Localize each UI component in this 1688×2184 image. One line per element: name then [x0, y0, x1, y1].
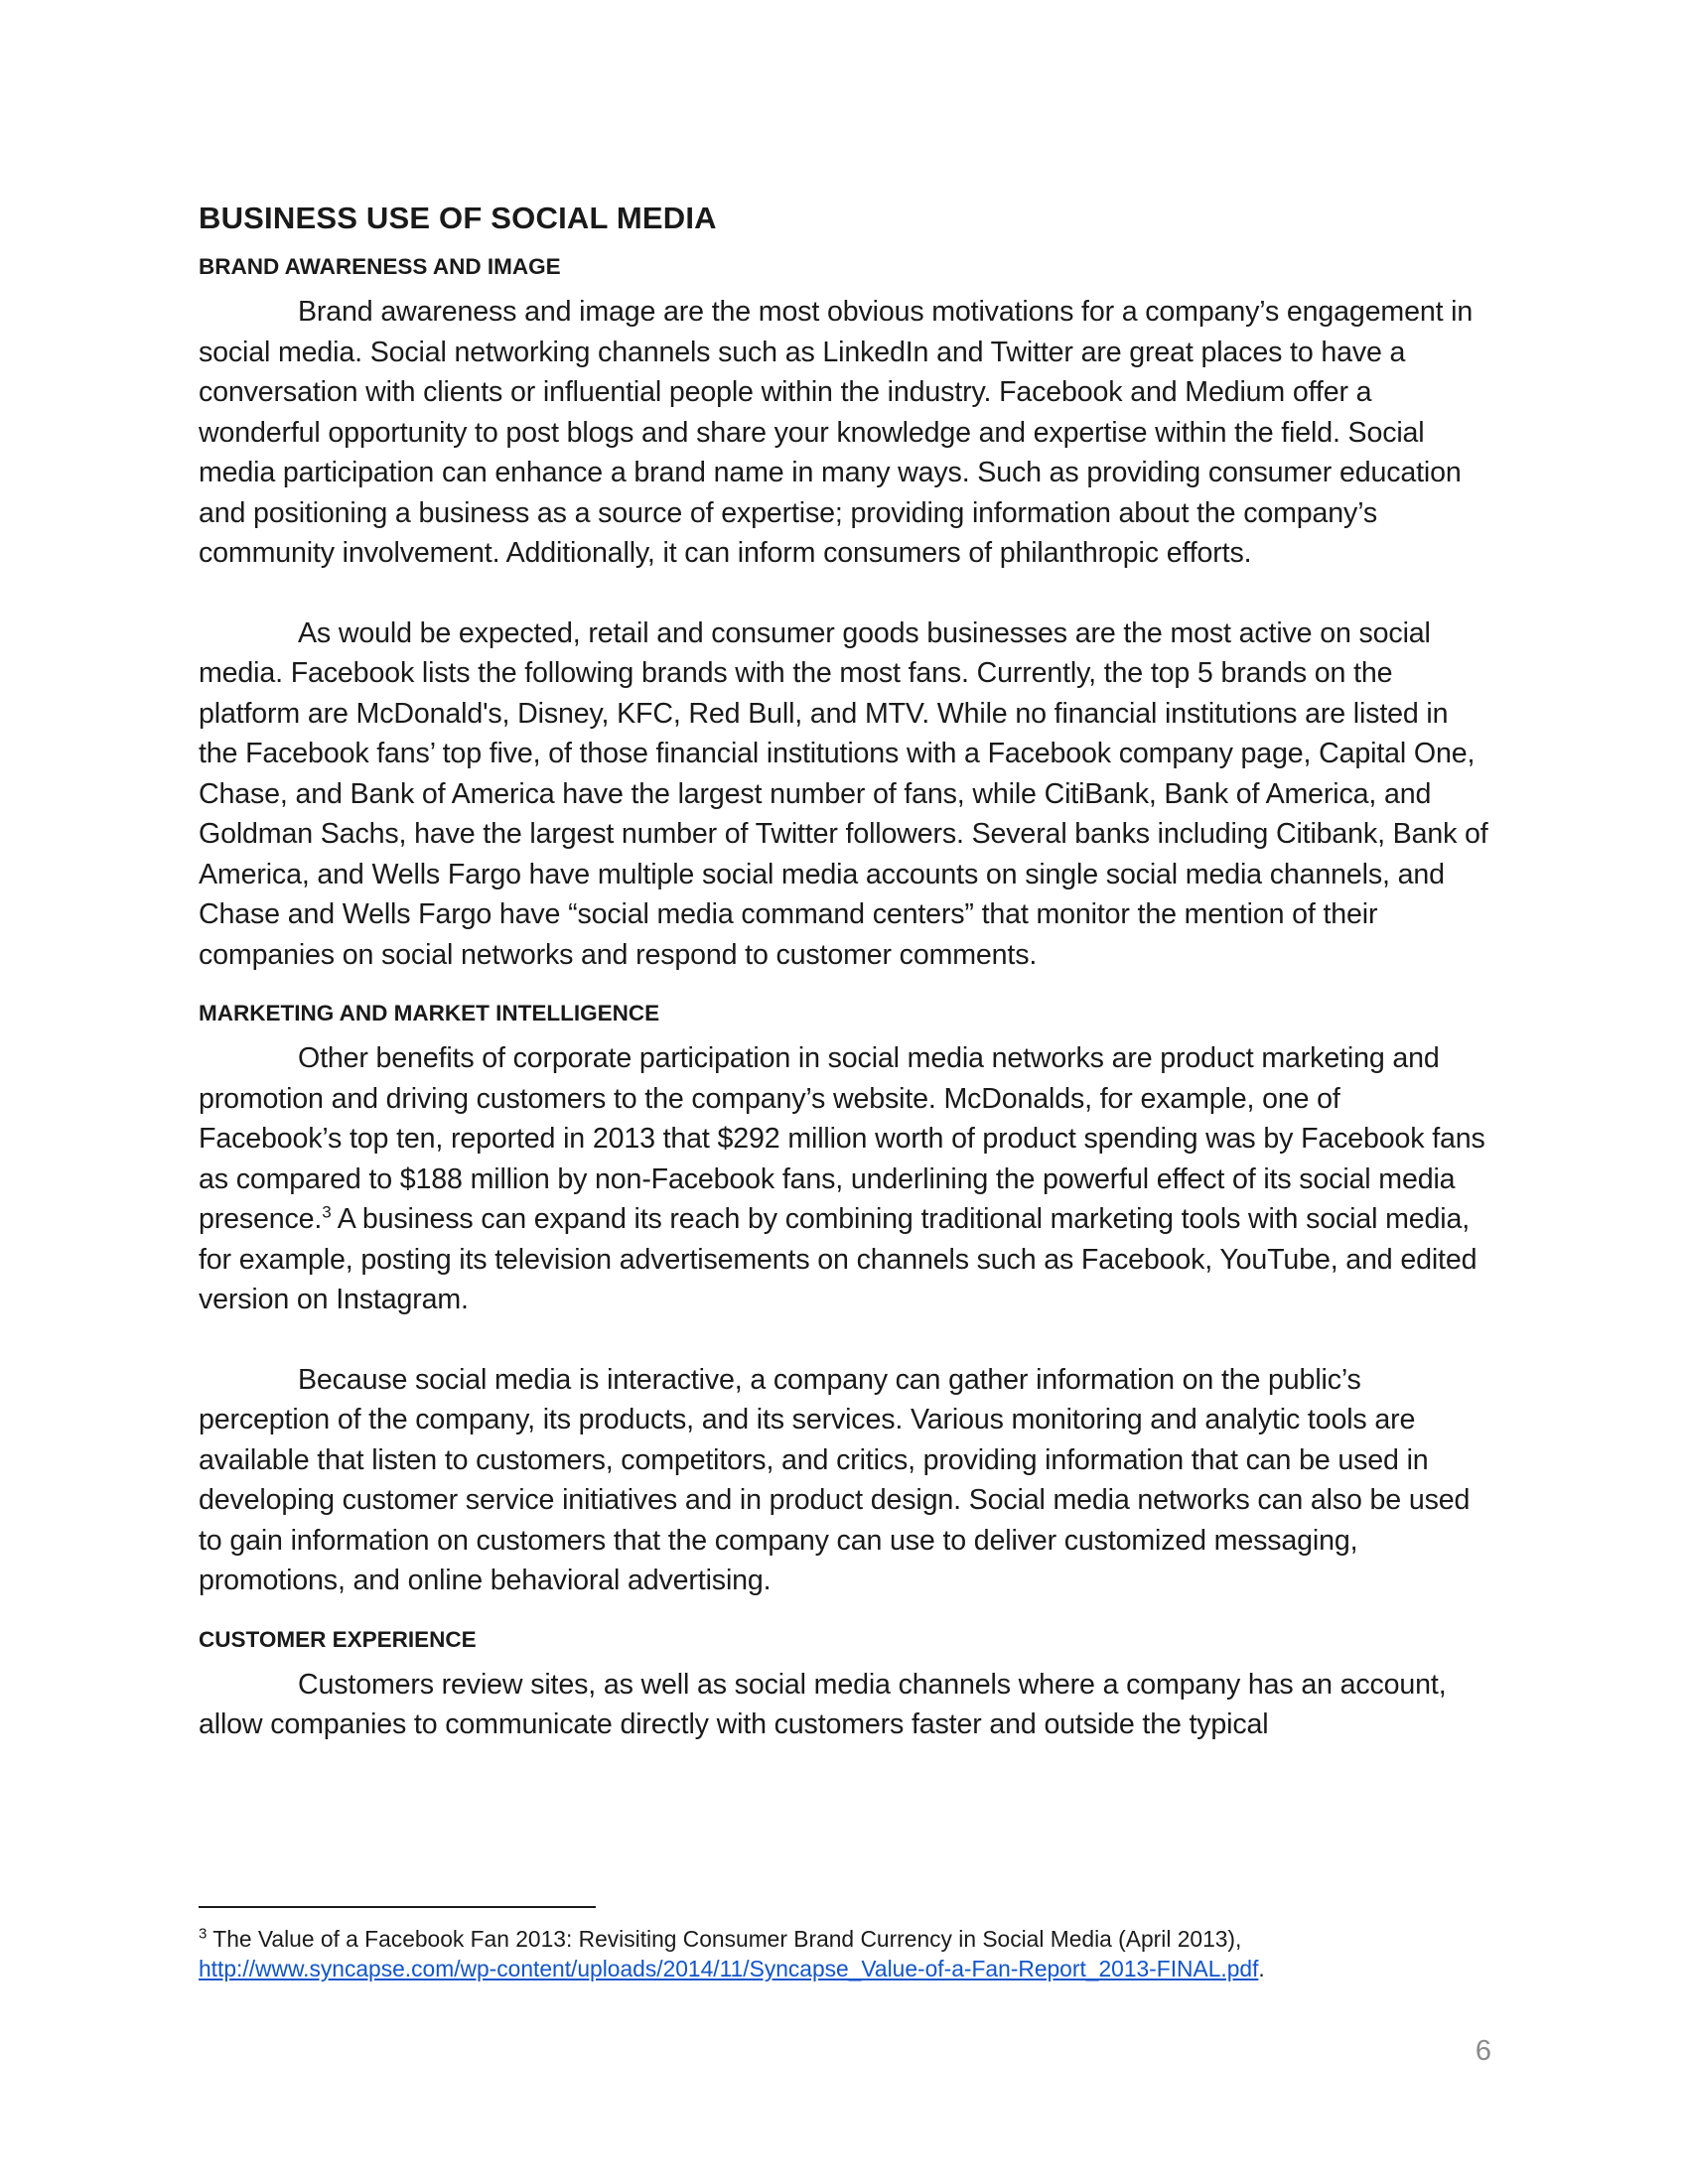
- paragraph-marketing-1: [199, 1038, 1489, 1320]
- paragraph-marketing-2: Because social media is interactive, a company can gather information on the public’s perception of the company, its products, and its services. Various monitoring and analytic tools are available that listen to customers, competitors, and critics, providing information that can be used in developing customer service initiatives and in product design. Social media networks can also be used to gain information on customers that the company can use to deliver customized messaging, promotions, and online behavioral advertising.: [199, 1363, 1471, 1596]
- footnote: [199, 1924, 1489, 1983]
- section-heading-customer-experience: CUSTOMER EXPERIENCE: [199, 1626, 477, 1652]
- footnote-link[interactable]: http://www.syncapse.com/wp-content/uploads/2014/11/Syncapse_Value-of-a-Fan-Report_2013-FINAL.pdf: [199, 1956, 1259, 1981]
- paragraph-brand-awareness-2: As would be expected, retail and consumer goods businesses are the most active on social media. Facebook lists the following brands with the most fans. Currently, the top 5 brands on the platform are McDonald's, Disney, KFC, Red Bull, and MTV. While no financial institutions are listed in the Facebook fans’ top five, of those financial institutions with a Facebook company page, Capital One, Chase, and Bank of America have the largest number of fans, while CitiBank, Bank of America, and Goldman Sachs, have the largest number of Twitter followers. Several banks including Citibank, Bank of America, and Wells Fargo have multiple social media accounts on single social media channels, and Chase and Wells Fargo have “social media command centers” that monitor the mention of their companies on social networks and respond to customer comments.: [199, 616, 1488, 971]
- paragraph-customer-experience: Customers review sites, as well as social media channels where a company has an account, allow companies to communicate directly with customers faster and outside the typical: [199, 1668, 1447, 1740]
- paragraph-marketing-1-text: Other benefits of corporate participation in social media networks are product marketing and promotion and driving customers to the company’s website. McDonalds, for example, one of Facebook’s top ten, reported in 2013 that $292 million worth of product spending was by Facebook fans as compared to $188 million by non-Facebook fans, underlining the powerful effect of its social media presence.: [199, 1042, 1485, 1235]
- page-number: 6: [1475, 2035, 1491, 2067]
- paragraph-marketing-1-text-continued: A business can expand its reach by combining traditional marketing tools with social media, for example, posting its television advertisements on channels such as Facebook, YouTube, and edited version on Instagram.: [199, 1203, 1477, 1315]
- section-heading-marketing: MARKETING AND MARKET INTELLIGENCE: [199, 1001, 660, 1025]
- footnote-reference[interactable]: 3: [322, 1202, 332, 1222]
- footnote-number: 3: [199, 1925, 208, 1943]
- page-content: [199, 199, 1489, 1745]
- footnote-divider: [199, 1906, 596, 1908]
- footnote-trailing: .: [1258, 1956, 1265, 1981]
- paragraph-brand-awareness-1: Brand awareness and image are the most obvious motivations for a company’s engagement in social media. Social networking channels such as LinkedIn and Twitter are great places to have a conversation with clients or influential people within the industry. Facebook and Medium offer a wonderful opportunity to post blogs and share your knowledge and expertise within the field. Social media participation can enhance a brand name in many ways. Such as providing consumer education and positioning a business as a source of expertise; providing information about the company’s community involvement. Additionally, it can inform consumers of philanthropic efforts.: [199, 296, 1474, 569]
- page-title: BUSINESS USE OF SOCIAL MEDIA: [199, 201, 717, 235]
- section-heading-brand-awareness: BRAND AWARENESS AND IMAGE: [199, 254, 561, 279]
- footnote-text: The Value of a Facebook Fan 2013: Revisiting Consumer Brand Currency in Social Media (April 2013),: [207, 1926, 1242, 1952]
